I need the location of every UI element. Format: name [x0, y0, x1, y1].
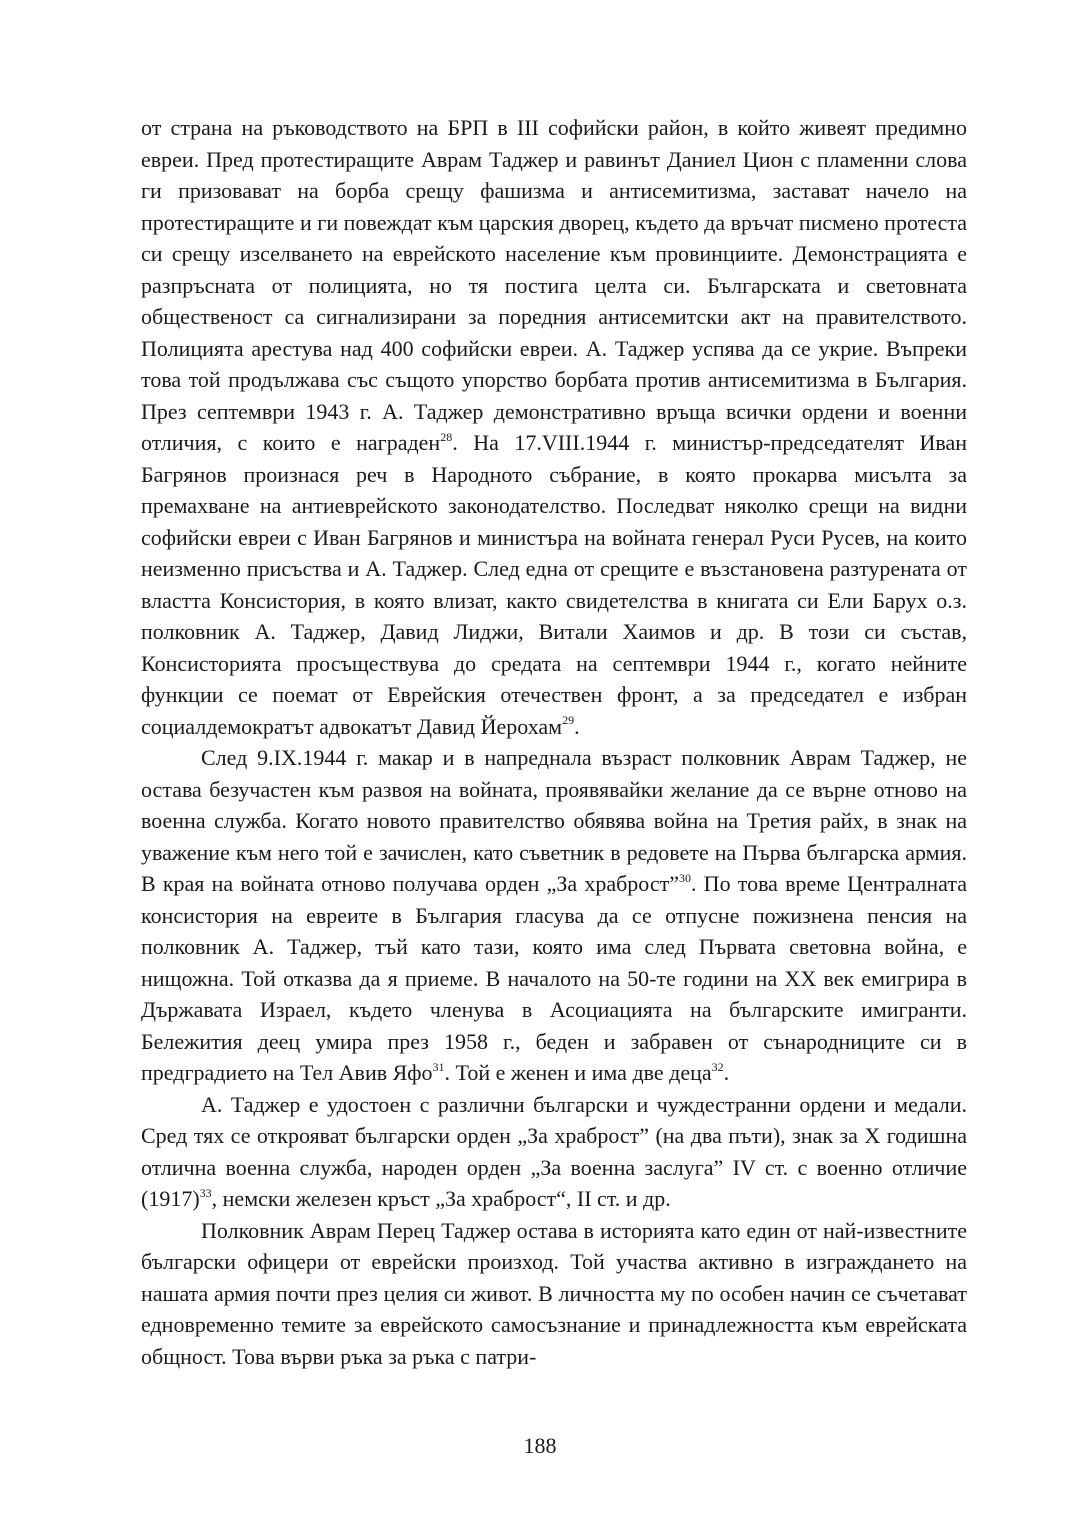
text-segment: . — [574, 713, 580, 739]
footnote-ref-30: 30 — [679, 870, 691, 885]
text-segment: . По това време Централната консистория на евреите в България гласува да се отпусне пожизнена пенсия на полковник А. Таджер, тъй като тази, която има след Първата световна война, е нищожна. Той отказва да я приеме. В началото на 50-те години на XX век емигрира в Държавата Израел, където членува в Асоциацията на българските имигранти. Бележития деец умира през 1958 г., беден и забравен от сънародниците си в предградието на Тел Авив Яфо — [141, 871, 967, 1085]
paragraph-1 — [141, 112, 967, 742]
text-segment: След 9.IX.1944 г. макар и в напреднала възраст полковник Аврам Таджер, не остава безучастен към развоя на войната, проявявайки желание да се върне отново на военна служба. Когато новото правителство обявява война на Третия райх, в знак на уважение към него той е зачислен, като съветник в редовете на Първа българска армия. В края на войната отново получава орден „За храброст” — [141, 745, 967, 896]
page-body — [141, 112, 967, 1372]
footnote-ref-29: 29 — [562, 713, 575, 728]
text-segment: . На 17.VIII.1944 г. министър-председателят Иван Багрянов произнася реч в Народното събрание, в която прокарва мисълта за премахване на антиеврейското законодателство. Последват няколко срещи на видни софийски евреи с Иван Багрянов и министъра на войната генерал Руси Русев, на които неизменно присъства и А. Таджер. След една от срещите е възстановена разтурената от властта Консистория, в която влизат, както свидетелства в книгата си Ели Барух о.з. полковник А. Таджер, Давид Лиджи, Витали Хаимов и др. В този си състав, Консисторията просъществува до средата на септември 1944 г., когато нейните функции се поемат от Еврейския отечествен фронт, а за председател е избран социалдемократът адвокатът Давид Йерохам — [141, 430, 967, 739]
paragraph-3 — [141, 1089, 967, 1215]
footnote-ref-31: 31 — [432, 1059, 445, 1074]
paragraph-2 — [141, 742, 967, 1089]
text-segment: , немски железен кръст „За храброст“, II ст. и др. — [211, 1186, 671, 1211]
footnote-ref-33: 33 — [199, 1185, 212, 1200]
page-number: 188 — [523, 1433, 557, 1458]
footnote-ref-32: 32 — [711, 1059, 724, 1074]
text-segment: А. Таджер е удостоен с различни български и чуждестранни ордени и медали. Сред тях се открояват български орден „За храброст” (на два пъти), знак за X годишна отлична военна служба, народен орден „За военна заслуга” IV ст. с военно отличие (1917) — [141, 1091, 967, 1211]
text-segment: . — [723, 1060, 730, 1085]
paragraph-4 — [141, 1215, 967, 1373]
text-segment: от страна на ръководството на БРП в III софийски район, в който живеят предимно евреи. Пред протестиращите Аврам Таджер и равинът Даниел Цион с пламенни слова ги призовават на борба срещу фашизма и антисемитизма, застават начело на протестиращите и ги повеждат към царския дворец, където да връчат писмено протеста си срещу изселването на еврейското население към провинциите. Демонстрацията е разпръсната от полицията, но тя постига целта си. Българската и световната общественост са сигнализирани за поредния антисемитски акт на правителството. Полицията арестува над 400 софийски евреи. А. Таджер успява да се укрие. Въпреки това той продължава със същото упорство борбата против антисемитизма в България. През септември 1943 г. А. Таджер демонстративно връща всички ордени и военни отличия, с които е награден — [141, 115, 967, 455]
footnote-ref-28: 28 — [440, 429, 453, 444]
text-segment: . Той е женен и има две деца — [444, 1060, 712, 1085]
text-segment: Полковник Аврам Перец Таджер остава в историята като един от най-известните български офицери от еврейски произход. Той участва активно в изграждането на нашата армия почти през целия си живот. В личността му по особен начин се съчетават едновременно темите за еврейското самосъзнание и принадлежността към еврейската общност. Това върви ръка за ръка с патри- — [141, 1217, 967, 1369]
